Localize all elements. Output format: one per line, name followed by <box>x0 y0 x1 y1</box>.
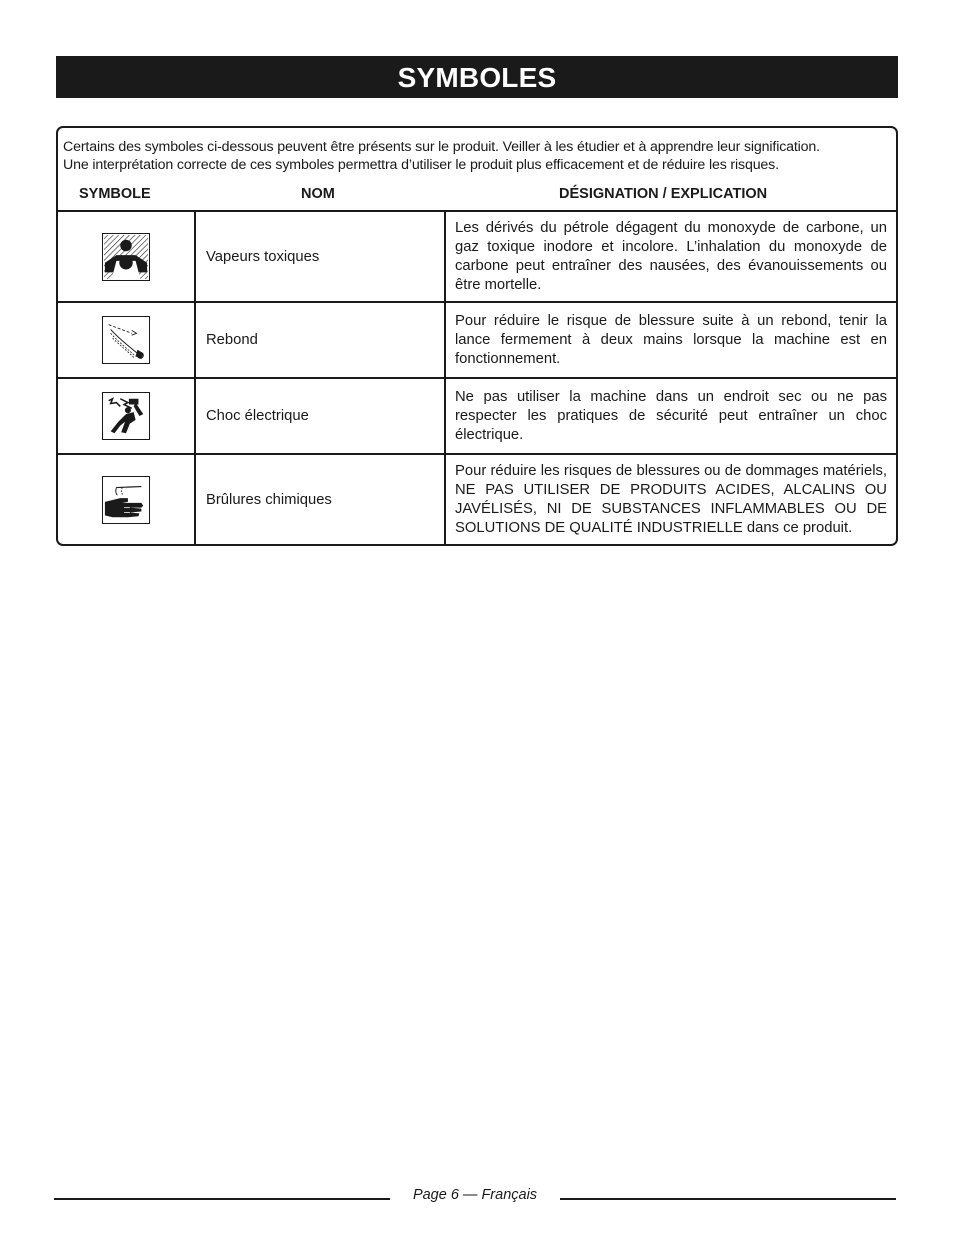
symbol-name: Brûlures chimiques <box>206 491 332 508</box>
symbol-cell <box>58 303 194 377</box>
intro-text <box>63 138 893 174</box>
footer-rule-right <box>560 1198 896 1200</box>
chemical-burn-icon <box>102 476 150 524</box>
symbol-name: Rebond <box>206 332 258 348</box>
table-row <box>58 455 896 544</box>
symbol-cell <box>58 455 194 544</box>
symbol-description: Les dérivés du pétrole dégagent du monoxyde de carbone, un gaz toxique inodore et incolore. L’inhalation du monoxyde de carbone peut entraîner des nausées, des évanouissements ou être mortelle. <box>455 219 887 293</box>
page-title: SYMBOLES <box>56 56 898 98</box>
electric-shock-icon <box>102 392 150 440</box>
header-description: DÉSIGNATION / EXPLICATION <box>559 186 768 202</box>
symbol-description: Pour réduire le risque de blessure suite à un rebond, tenir la lance fermement à deux mains lorsque la machine est en fonctionnement. <box>455 312 887 367</box>
page-footer: Page 6 — Français <box>412 1187 538 1203</box>
intro-line-2: Une interprétation correcte de ces symboles permettra d’utiliser le produit plus efficacement et de réduire les risques. <box>63 157 779 173</box>
symbol-cell <box>58 379 194 453</box>
symbol-name: Choc électrique <box>206 408 309 424</box>
footer-rule-left <box>54 1198 390 1200</box>
kickback-icon <box>102 316 150 364</box>
header-symbol: SYMBOLE <box>79 186 151 202</box>
header-name: NOM <box>301 186 335 202</box>
symbol-description: Ne pas utiliser la machine dans un endroit sec ou ne pas respecter les pratiques de sécurité peut entraîner un choc électrique. <box>455 388 887 443</box>
symbols-panel <box>56 126 898 546</box>
toxic-fumes-icon <box>102 233 150 281</box>
table-row <box>58 212 896 301</box>
table-row <box>58 379 896 453</box>
table-row <box>58 303 896 377</box>
symbol-description: Pour réduire les risques de blessures ou de dommages matériels, NE PAS UTILISER DE PRODUITS ACIDES, ALCALINS OU JAVÉLISÉS, NI DE SUBSTANCES INFLAMMABLES OU DE SOLUTIONS DE QUALITÉ INDUSTRIELLE dans ce produit. <box>455 462 887 536</box>
symbol-name: Vapeurs toxiques <box>206 248 320 265</box>
symbol-cell <box>58 212 194 301</box>
intro-line-1: Certains des symboles ci-dessous peuvent être présents sur le produit. Veiller à les étudier et à apprendre leur signification. <box>63 139 820 155</box>
